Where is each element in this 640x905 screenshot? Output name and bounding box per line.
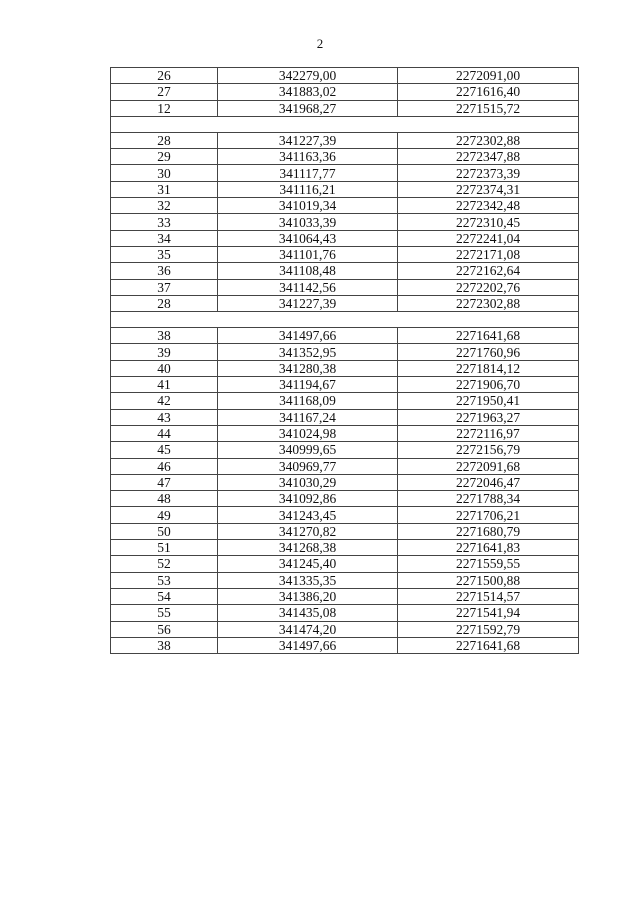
table-row [111, 181, 579, 197]
page-number: 2 [316, 36, 324, 51]
y-coordinate-cell: 2271500,88 [398, 572, 579, 588]
table-row [111, 442, 579, 458]
point-number-cell: 34 [111, 230, 218, 246]
x-coordinate-cell: 341435,08 [218, 605, 398, 621]
point-number-cell: 56 [111, 621, 218, 637]
point-number-cell: 55 [111, 605, 218, 621]
y-coordinate-cell: 2271706,21 [398, 507, 579, 523]
table-row [111, 295, 579, 311]
x-coordinate-cell: 341163,36 [218, 149, 398, 165]
table-row [111, 572, 579, 588]
coordinates-table-body [111, 68, 579, 654]
y-coordinate-cell: 2272241,04 [398, 230, 579, 246]
x-coordinate-cell: 341335,35 [218, 572, 398, 588]
table-row [111, 409, 579, 425]
x-coordinate-cell: 340969,77 [218, 458, 398, 474]
section-separator-row [111, 312, 579, 328]
x-coordinate-cell: 341280,38 [218, 360, 398, 376]
x-coordinate-cell: 341168,09 [218, 393, 398, 409]
table-row [111, 246, 579, 262]
table-row [111, 556, 579, 572]
coordinates-table [110, 67, 579, 654]
y-coordinate-cell: 2272302,88 [398, 295, 579, 311]
y-coordinate-cell: 2272156,79 [398, 442, 579, 458]
table-row [111, 540, 579, 556]
y-coordinate-cell: 2272091,00 [398, 68, 579, 84]
x-coordinate-cell: 341270,82 [218, 523, 398, 539]
point-number-cell: 29 [111, 149, 218, 165]
point-number-cell: 53 [111, 572, 218, 588]
table-row [111, 214, 579, 230]
table-row [111, 68, 579, 84]
y-coordinate-cell: 2272373,39 [398, 165, 579, 181]
x-coordinate-cell: 341033,39 [218, 214, 398, 230]
point-number-cell: 38 [111, 637, 218, 653]
point-number-cell: 27 [111, 84, 218, 100]
table-row [111, 165, 579, 181]
point-number-cell: 35 [111, 246, 218, 262]
x-coordinate-cell: 341245,40 [218, 556, 398, 572]
point-number-cell: 45 [111, 442, 218, 458]
x-coordinate-cell: 341194,67 [218, 377, 398, 393]
table-row [111, 491, 579, 507]
y-coordinate-cell: 2272310,45 [398, 214, 579, 230]
table-row [111, 523, 579, 539]
point-number-cell: 41 [111, 377, 218, 393]
table-row [111, 230, 579, 246]
x-coordinate-cell: 341227,39 [218, 132, 398, 148]
x-coordinate-cell: 341227,39 [218, 295, 398, 311]
table-row [111, 198, 579, 214]
y-coordinate-cell: 2272374,31 [398, 181, 579, 197]
table-row [111, 100, 579, 116]
x-coordinate-cell: 342279,00 [218, 68, 398, 84]
y-coordinate-cell: 2271760,96 [398, 344, 579, 360]
table-row [111, 149, 579, 165]
y-coordinate-cell: 2271950,41 [398, 393, 579, 409]
point-number-cell: 33 [111, 214, 218, 230]
point-number-cell: 52 [111, 556, 218, 572]
point-number-cell: 54 [111, 588, 218, 604]
table-row [111, 279, 579, 295]
point-number-cell: 46 [111, 458, 218, 474]
x-coordinate-cell: 341116,21 [218, 181, 398, 197]
x-coordinate-cell: 341108,48 [218, 263, 398, 279]
point-number-cell: 49 [111, 507, 218, 523]
y-coordinate-cell: 2271906,70 [398, 377, 579, 393]
point-number-cell: 47 [111, 474, 218, 490]
point-number-cell: 28 [111, 295, 218, 311]
y-coordinate-cell: 2271541,94 [398, 605, 579, 621]
y-coordinate-cell: 2271616,40 [398, 84, 579, 100]
point-number-cell: 26 [111, 68, 218, 84]
table-row [111, 605, 579, 621]
point-number-cell: 48 [111, 491, 218, 507]
x-coordinate-cell: 341101,76 [218, 246, 398, 262]
section-separator-cell [111, 116, 579, 132]
y-coordinate-cell: 2272116,97 [398, 425, 579, 441]
point-number-cell: 43 [111, 409, 218, 425]
table-row [111, 263, 579, 279]
y-coordinate-cell: 2271559,55 [398, 556, 579, 572]
point-number-cell: 38 [111, 328, 218, 344]
point-number-cell: 51 [111, 540, 218, 556]
x-coordinate-cell: 340999,65 [218, 442, 398, 458]
point-number-cell: 31 [111, 181, 218, 197]
x-coordinate-cell: 341268,38 [218, 540, 398, 556]
x-coordinate-cell: 341024,98 [218, 425, 398, 441]
table-row [111, 84, 579, 100]
x-coordinate-cell: 341243,45 [218, 507, 398, 523]
section-separator-cell [111, 312, 579, 328]
table-row [111, 588, 579, 604]
x-coordinate-cell: 341352,95 [218, 344, 398, 360]
point-number-cell: 37 [111, 279, 218, 295]
y-coordinate-cell: 2271641,83 [398, 540, 579, 556]
table-row [111, 132, 579, 148]
table-row [111, 328, 579, 344]
table-row [111, 393, 579, 409]
x-coordinate-cell: 341117,77 [218, 165, 398, 181]
table-row [111, 425, 579, 441]
y-coordinate-cell: 2271514,57 [398, 588, 579, 604]
x-coordinate-cell: 341092,86 [218, 491, 398, 507]
y-coordinate-cell: 2272342,48 [398, 198, 579, 214]
point-number-cell: 36 [111, 263, 218, 279]
y-coordinate-cell: 2271680,79 [398, 523, 579, 539]
table-row [111, 360, 579, 376]
y-coordinate-cell: 2272091,68 [398, 458, 579, 474]
y-coordinate-cell: 2272171,08 [398, 246, 579, 262]
x-coordinate-cell: 341474,20 [218, 621, 398, 637]
point-number-cell: 12 [111, 100, 218, 116]
table-row [111, 637, 579, 653]
point-number-cell: 50 [111, 523, 218, 539]
y-coordinate-cell: 2271641,68 [398, 637, 579, 653]
y-coordinate-cell: 2272162,64 [398, 263, 579, 279]
table-row [111, 458, 579, 474]
x-coordinate-cell: 341064,43 [218, 230, 398, 246]
x-coordinate-cell: 341883,02 [218, 84, 398, 100]
y-coordinate-cell: 2272202,76 [398, 279, 579, 295]
x-coordinate-cell: 341968,27 [218, 100, 398, 116]
x-coordinate-cell: 341019,34 [218, 198, 398, 214]
point-number-cell: 39 [111, 344, 218, 360]
x-coordinate-cell: 341386,20 [218, 588, 398, 604]
table-row [111, 377, 579, 393]
y-coordinate-cell: 2271963,27 [398, 409, 579, 425]
y-coordinate-cell: 2272347,88 [398, 149, 579, 165]
point-number-cell: 44 [111, 425, 218, 441]
y-coordinate-cell: 2271788,34 [398, 491, 579, 507]
table-row [111, 621, 579, 637]
x-coordinate-cell: 341030,29 [218, 474, 398, 490]
x-coordinate-cell: 341142,56 [218, 279, 398, 295]
point-number-cell: 40 [111, 360, 218, 376]
y-coordinate-cell: 2272302,88 [398, 132, 579, 148]
y-coordinate-cell: 2271592,79 [398, 621, 579, 637]
table-row [111, 474, 579, 490]
point-number-cell: 28 [111, 132, 218, 148]
y-coordinate-cell: 2272046,47 [398, 474, 579, 490]
point-number-cell: 42 [111, 393, 218, 409]
point-number-cell: 32 [111, 198, 218, 214]
section-separator-row [111, 116, 579, 132]
y-coordinate-cell: 2271515,72 [398, 100, 579, 116]
y-coordinate-cell: 2271641,68 [398, 328, 579, 344]
table-row [111, 507, 579, 523]
y-coordinate-cell: 2271814,12 [398, 360, 579, 376]
x-coordinate-cell: 341497,66 [218, 328, 398, 344]
x-coordinate-cell: 341497,66 [218, 637, 398, 653]
table-row [111, 344, 579, 360]
x-coordinate-cell: 341167,24 [218, 409, 398, 425]
point-number-cell: 30 [111, 165, 218, 181]
